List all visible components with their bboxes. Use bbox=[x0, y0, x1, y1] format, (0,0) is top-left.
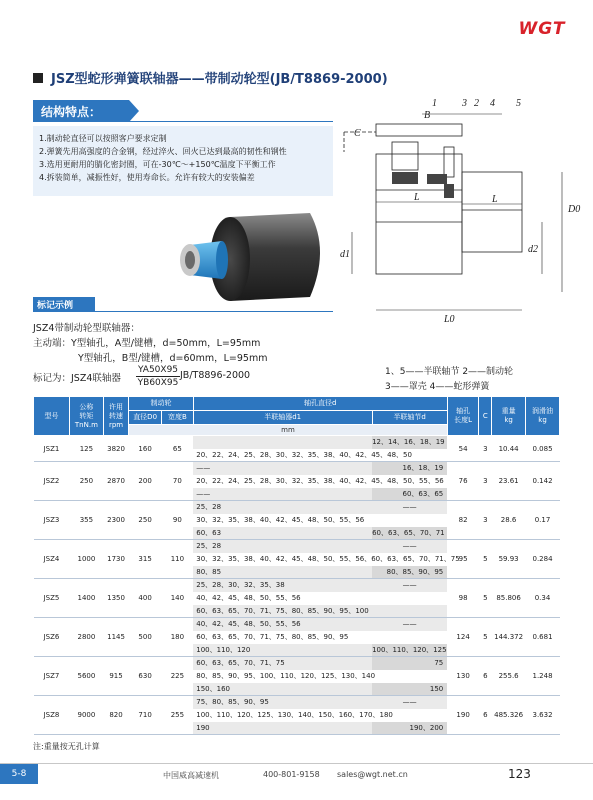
col-model: 型号 bbox=[34, 397, 70, 436]
table-cell: 28.6 bbox=[492, 501, 526, 540]
mark-fraction-bottom: YB60X95 bbox=[137, 378, 179, 388]
table-cell: 80、85 bbox=[193, 566, 372, 579]
table-cell: 1730 bbox=[103, 540, 128, 579]
drawing-label-d0: D0 bbox=[568, 204, 581, 215]
table-cell: 23.61 bbox=[492, 462, 526, 501]
footer-divider bbox=[0, 763, 593, 764]
table-cell: 124 bbox=[447, 618, 479, 657]
table-cell: 10.44 bbox=[492, 436, 526, 462]
table-cell: 90 bbox=[162, 501, 194, 540]
col-length: 轴孔 长度L bbox=[447, 397, 479, 436]
table-cell: —— bbox=[193, 488, 372, 501]
table-cell: 60、63 bbox=[193, 527, 372, 540]
table-cell: 40、42、45、48、50、55、56 bbox=[193, 618, 372, 631]
table-cell: 125 bbox=[69, 436, 103, 462]
table-cell: 150 bbox=[372, 683, 447, 696]
table-cell: 0.284 bbox=[526, 540, 560, 579]
drawing-label-l-left: L bbox=[414, 192, 420, 203]
table-cell: 3 bbox=[479, 436, 492, 462]
table-cell: 180 bbox=[162, 618, 194, 657]
table-cell bbox=[193, 436, 372, 449]
table-cell: 30、32、35、38、40、42、45、48、50、55、56 bbox=[196, 516, 365, 524]
table-cell: 0.085 bbox=[526, 436, 560, 462]
table-cell: 65 bbox=[162, 436, 194, 462]
table-cell: —— bbox=[372, 696, 447, 709]
table-cell: 0.142 bbox=[526, 462, 560, 501]
features-divider bbox=[33, 121, 333, 122]
table-cell: 2300 bbox=[103, 501, 128, 540]
table-cell: 190、200 bbox=[372, 722, 447, 735]
table-cell: 25、28 bbox=[193, 540, 372, 553]
table-cell: —— bbox=[372, 618, 447, 631]
table-cell: 100、110、120 bbox=[193, 644, 372, 657]
table-cell: 250 bbox=[69, 462, 103, 501]
table-cell: 400 bbox=[129, 579, 162, 618]
table-cell: 190 bbox=[447, 696, 479, 735]
table-note: 注:重量按无孔计算 bbox=[33, 742, 100, 751]
drawing-label-4: 4 bbox=[490, 98, 495, 109]
table-cell: 95 bbox=[447, 540, 479, 579]
table-cell: 225 bbox=[162, 657, 194, 696]
table-cell: 25、28 bbox=[193, 501, 372, 514]
table-cell: JSZ5 bbox=[34, 579, 70, 618]
table-cell: 0.17 bbox=[526, 501, 560, 540]
table-cell: 25、28、30、32、35、38 bbox=[193, 579, 372, 592]
table-cell: 80、85、90、95、100、110、120、125、130、140 bbox=[196, 672, 376, 680]
table-cell: 16、18、19 bbox=[372, 462, 447, 475]
table-cell: JSZ4 bbox=[34, 540, 70, 579]
table-cell: 630 bbox=[129, 657, 162, 696]
table-cell: 20、22、24、25、28、30、32、35、38、40、42、45、48、50、55、56 bbox=[196, 477, 444, 485]
brand-logo bbox=[514, 18, 570, 40]
table-cell: JSZ7 bbox=[34, 657, 70, 696]
drawing-legend-2: 3——罩壳 4——蛇形弹簧 bbox=[385, 382, 490, 392]
table-cell: 76 bbox=[447, 462, 479, 501]
table-cell: —— bbox=[372, 579, 447, 592]
table-cell bbox=[372, 592, 447, 605]
table-cell: 75 bbox=[372, 657, 447, 670]
table-cell: 915 bbox=[103, 657, 128, 696]
table-cell: 85.806 bbox=[492, 579, 526, 618]
table-row bbox=[34, 657, 560, 670]
table-cell: JSZ8 bbox=[34, 696, 70, 735]
col-brake-wheel: 制动轮 bbox=[129, 397, 194, 411]
table-cell: 60、63、65、70、71、75、80、85、90、95、100 bbox=[193, 605, 372, 618]
drawing-label-d2: d2 bbox=[528, 244, 538, 255]
table-cell: 5600 bbox=[69, 657, 103, 696]
table-cell: JSZ3 bbox=[34, 501, 70, 540]
table-row bbox=[34, 579, 560, 592]
table-cell: 250 bbox=[129, 501, 162, 540]
example-divider bbox=[33, 311, 333, 312]
footer-phone: 400-801-9158 bbox=[263, 770, 320, 779]
spec-table bbox=[33, 396, 560, 735]
title-square-icon bbox=[33, 73, 43, 83]
table-cell: 1350 bbox=[103, 579, 128, 618]
drawing-label-c: C bbox=[354, 128, 361, 139]
table-cell: 40、42、45、48、50、55、56 bbox=[196, 594, 301, 602]
col-d1: 半联轴器d1 bbox=[193, 411, 372, 425]
table-cell: 100、110、120、125 bbox=[372, 644, 447, 657]
table-cell: 3 bbox=[479, 501, 492, 540]
table-cell: 30、32、35、38、40、42、45、48、50、55、56、60、63、65、70、71、75 bbox=[196, 555, 460, 563]
col-unit: mm bbox=[129, 425, 448, 436]
col-speed: 许用 转速 rpm bbox=[103, 397, 128, 436]
table-cell: 20、22、24、25、28、30、32、35、38、40、42、45、48、50 bbox=[193, 449, 372, 462]
table-cell: 54 bbox=[447, 436, 479, 462]
table-cell: 160 bbox=[129, 436, 162, 462]
table-cell: JSZ2 bbox=[34, 462, 70, 501]
col-d2: 半联轴节d bbox=[372, 411, 447, 425]
table-cell bbox=[372, 514, 447, 527]
table-cell: 1.248 bbox=[526, 657, 560, 696]
features-box bbox=[33, 126, 333, 196]
table-cell: 144.372 bbox=[492, 618, 526, 657]
table-cell: 500 bbox=[129, 618, 162, 657]
table-cell: 190 bbox=[193, 722, 372, 735]
table-cell: 130 bbox=[447, 657, 479, 696]
example-heading: 标记示例 bbox=[33, 297, 95, 311]
col-c: C bbox=[479, 397, 492, 436]
table-cell: 1145 bbox=[103, 618, 128, 657]
col-weight: 重量 kg bbox=[492, 397, 526, 436]
table-cell: 98 bbox=[447, 579, 479, 618]
table-row bbox=[34, 696, 560, 709]
table-row bbox=[34, 501, 560, 514]
table-cell: —— bbox=[372, 540, 447, 553]
drawing-label-5: 5 bbox=[516, 98, 521, 109]
example-line-3: Y型轴孔，B型/键槽，d=60mm，L=95mm bbox=[78, 353, 268, 364]
table-cell: 80、85、90、95 bbox=[372, 566, 447, 579]
drawing-label-l0: L0 bbox=[444, 314, 455, 325]
mark-fraction-top: YA50X95 bbox=[138, 365, 179, 375]
table-cell: 140 bbox=[162, 579, 194, 618]
table-cell: 255.6 bbox=[492, 657, 526, 696]
feature-item: 3.选用更耐用的腈化密封圈，可在-30℃～+150℃温度下平衡工作 bbox=[39, 160, 276, 169]
table-cell: 5 bbox=[479, 579, 492, 618]
table-cell: 0.34 bbox=[526, 579, 560, 618]
col-torque: 公称 转矩 TnN.m bbox=[69, 397, 103, 436]
example-line-1: JSZ4带制动轮型联轴器： bbox=[33, 323, 140, 334]
page-title-bar bbox=[33, 68, 388, 87]
table-cell: 315 bbox=[129, 540, 162, 579]
table-cell bbox=[372, 631, 447, 644]
col-bore: 轴孔直径d bbox=[193, 397, 447, 411]
drawing-label-d1: d1 bbox=[340, 249, 350, 260]
table-cell: 5 bbox=[479, 540, 492, 579]
table-cell bbox=[372, 605, 447, 618]
drawing-legend-1: 1、5——半联轴节 2——制动轮 bbox=[385, 367, 514, 377]
table-row bbox=[34, 436, 560, 449]
page-number: 123 bbox=[508, 767, 531, 781]
table-cell: 75、80、85、90、95 bbox=[193, 696, 372, 709]
technical-drawing bbox=[332, 92, 590, 328]
table-cell: —— bbox=[193, 462, 372, 475]
drawing-label-b: B bbox=[424, 110, 431, 121]
table-cell: 6 bbox=[479, 657, 492, 696]
feature-item: 1.制动轮直径可以按照客户要求定制 bbox=[39, 134, 167, 143]
feature-item: 4.拆装简单，减振性好，使用寿命长。允许有较大的安装偏差 bbox=[39, 173, 255, 182]
drawing-label-1: 1 bbox=[432, 98, 437, 109]
table-cell: 3 bbox=[479, 462, 492, 501]
table-row bbox=[34, 618, 560, 631]
table-cell: 820 bbox=[103, 696, 128, 735]
table-cell bbox=[372, 670, 447, 683]
col-grease: 润滑油 kg bbox=[526, 397, 560, 436]
table-row bbox=[34, 462, 560, 475]
table-cell: 710 bbox=[129, 696, 162, 735]
table-cell: 1000 bbox=[69, 540, 103, 579]
table-cell: 485.326 bbox=[492, 696, 526, 735]
table-cell: 1400 bbox=[69, 579, 103, 618]
mark-fraction bbox=[136, 364, 180, 389]
table-cell: 355 bbox=[69, 501, 103, 540]
drawing-label-3: 3 bbox=[462, 98, 467, 109]
page-title: JSZ型蛇形弹簧联轴器——带制动轮型(JB/T8869-2000) bbox=[51, 72, 388, 87]
drawing-label-2: 2 bbox=[474, 98, 479, 109]
table-cell: JSZ1 bbox=[34, 436, 70, 462]
mark-standard: JB/T8896-2000 bbox=[180, 370, 251, 381]
example-line-2: 主动端：Y型轴孔，A型/键槽，d=50mm，L=95mm bbox=[33, 338, 261, 349]
table-cell: 70 bbox=[162, 462, 194, 501]
table-cell: 110 bbox=[162, 540, 194, 579]
table-cell: 2870 bbox=[103, 462, 128, 501]
table-cell: —— bbox=[372, 501, 447, 514]
table-cell: 100、110、120、125、130、140、150、160、170、180 bbox=[196, 711, 393, 719]
col-width: 宽度B bbox=[162, 411, 194, 425]
footer-email[interactable]: sales@wgt.net.cn bbox=[337, 770, 408, 779]
mark-label: 标记为：JSZ4联轴器 bbox=[33, 373, 121, 384]
table-cell: 200 bbox=[129, 462, 162, 501]
page-tab: 5-8 bbox=[0, 764, 38, 784]
drawing-label-l-right: L bbox=[492, 194, 498, 205]
table-cell: 3.632 bbox=[526, 696, 560, 735]
footer-company: 中国威高减速机 bbox=[163, 771, 219, 780]
table-cell: 255 bbox=[162, 696, 194, 735]
table-cell: 12、14、16、18、19 bbox=[372, 436, 447, 449]
table-cell: 5 bbox=[479, 618, 492, 657]
product-photo bbox=[170, 205, 340, 305]
table-cell: 60、63、65 bbox=[372, 488, 447, 501]
feature-item: 2.弹簧先用高强度的合金钢，经过淬火、回火已达到最高的韧性和钢性 bbox=[39, 147, 287, 156]
features-heading: 结构特点： bbox=[33, 100, 129, 122]
table-cell: 60、63、65、70、71 bbox=[372, 527, 447, 540]
table-cell: 59.93 bbox=[492, 540, 526, 579]
logo-text: WGT bbox=[518, 19, 566, 39]
table-cell: 2800 bbox=[69, 618, 103, 657]
table-cell: JSZ6 bbox=[34, 618, 70, 657]
table-cell: 60、63、65、70、71、75 bbox=[193, 657, 372, 670]
table-cell: 9000 bbox=[69, 696, 103, 735]
table-cell: 6 bbox=[479, 696, 492, 735]
table-cell: 60、63、65、70、71、75、80、85、90、95 bbox=[196, 633, 349, 641]
table-cell: 0.681 bbox=[526, 618, 560, 657]
table-cell: 3820 bbox=[103, 436, 128, 462]
table-row bbox=[34, 540, 560, 553]
table-cell: 150、160 bbox=[193, 683, 372, 696]
table-cell: 82 bbox=[447, 501, 479, 540]
col-d0: 直径D0 bbox=[129, 411, 162, 425]
